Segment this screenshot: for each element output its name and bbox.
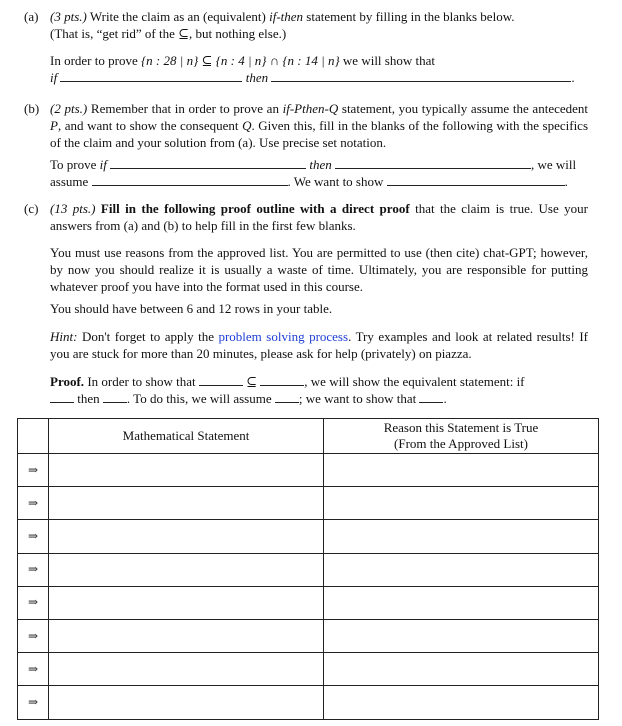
reason-cell[interactable] [324,653,599,686]
part-b-if-p-then-q: if-Pthen-Q [282,101,339,116]
proof-blank-4[interactable] [103,391,127,403]
table-row [18,520,599,553]
part-c-label: (c) [24,201,39,216]
part-b-q: Q [242,118,252,133]
part-a-then-word: then [245,70,269,85]
part-c-bold-text: Fill in the following proof outline with a direct proof [100,201,410,216]
part-a-then-blank[interactable] [271,70,571,82]
proof-blank-1[interactable] [199,374,243,386]
part-b-label: (b) [24,101,40,116]
part-c-hint [50,328,588,362]
part-c-paragraph-1: You must use reasons from the approved list. You are permitted to use (then cite) chat-GPT; however, by now you should realize it is usually a waste of time. Ultimately, you are responsible for putting whatever proof you have into the format used in this course. [50,245,588,294]
proof-blank-5[interactable] [275,391,299,403]
reason-cell[interactable] [324,454,599,487]
part-a-if-word: if [50,70,58,85]
proof-blank-3[interactable] [50,391,74,403]
hint-text-1: Don't forget to apply the [81,329,214,344]
proof-text-3: . To do this, we will assume [126,391,272,406]
statement-cell[interactable] [49,553,324,586]
part-a-label: (a) [24,9,39,24]
statement-cell[interactable] [49,520,324,553]
part-a-text-2: statement by filling in the blanks below. [306,9,515,24]
part-a-answer: In order to prove {n : 28 | n} ⊆ {n : 4 | n} ∩ {n : 14 | n} we will show that if then . [50,53,575,85]
implies-icon: ⇒ [18,454,49,487]
proof-text-2: , we will show the equivalent statement: if [304,374,525,389]
part-c-paragraph-2: You should have between 6 and 12 rows in your table. [50,301,333,316]
part-a-claim: {n : 28 | n} ⊆ {n : 4 | n} ∩ {n : 14 | n} [140,53,340,68]
proof-intro: Proof. In order to show that ⊆ , we will show the equivalent statement: if then . To do this, we will assume ; we want to show that . [50,374,525,406]
part-b-text-4: , and want to show the consequent [57,118,239,133]
part-b-text-1: Remember that in order to prove an [90,101,279,116]
problem-solving-link[interactable]: problem solving process [218,329,349,344]
proof-blank-2[interactable] [260,374,304,386]
reason-cell[interactable] [324,686,599,719]
part-a-prove-text: In order to prove [50,53,138,68]
proof-table-header [18,419,599,454]
table-row [18,653,599,686]
reason-cell[interactable] [324,619,599,652]
part-b-if-word: if [99,157,107,172]
table-row [18,686,599,719]
part-a-text-3: (That is, “get rid” of the ⊆, but nothing else.) [50,26,287,41]
proof-text-1: In order to show that [87,374,196,389]
reason-cell[interactable] [324,586,599,619]
statement-cell[interactable] [49,619,324,652]
part-a-if-then: if-then [269,9,304,24]
proof-table [17,418,599,720]
implies-icon: ⇒ [18,653,49,686]
statement-cell[interactable] [49,686,324,719]
hint-label: Hint: [50,329,78,344]
table-row [18,487,599,520]
part-b-answer: To prove if then , we will assume . We want to show . [50,157,577,189]
part-a-points: (3 pts.) [50,9,87,24]
hint-text-2: . Try examples and look at related results! If you are stuck for more than 20 minutes, please ask for help (privately) on piazza. [50,329,589,361]
table-row [18,619,599,652]
header-arrow-cell [18,419,49,454]
statement-cell[interactable] [49,586,324,619]
proof-blank-6[interactable] [419,391,443,403]
proof-then: then [77,391,100,406]
statement-cell[interactable] [49,653,324,686]
header-reason: Reason this Statement is True (From the Approved List) [324,419,599,454]
reason-cell[interactable] [324,553,599,586]
part-b-p: P [50,118,58,133]
implies-icon: ⇒ [18,619,49,652]
part-c-points: (13 pts.) [50,201,96,216]
header-statement: Mathematical Statement [49,419,324,454]
part-c-text-1: that the claim is true. Use your answers from (a) and (b) to help fill in the first few blanks. [50,201,588,233]
implies-icon: ⇒ [18,686,49,719]
proof-label: Proof. [50,374,85,389]
implies-icon: ⇒ [18,586,49,619]
part-b-to-prove: To prove [50,157,97,172]
part-b-show-blank[interactable] [387,174,565,186]
part-c-prompt [50,200,588,234]
part-b-text-2: statement, you typically assume [341,101,510,116]
reason-cell[interactable] [324,487,599,520]
part-b-assume-blank[interactable] [92,174,288,186]
table-row [18,454,599,487]
part-b-text-3: the antecedent [512,101,589,116]
part-b-if-blank[interactable] [110,157,306,169]
part-b-points: (2 pts.) [50,101,88,116]
reason-cell[interactable] [324,520,599,553]
proof-subseteq: ⊆ [246,374,258,389]
part-a-if-blank[interactable] [60,70,242,82]
implies-icon: ⇒ [18,553,49,586]
part-b-prompt [50,100,588,151]
part-b-assume: assume [50,174,89,189]
table-row [18,586,599,619]
statement-cell[interactable] [49,487,324,520]
part-b-text-5: . Given this, fill in the blanks of the following with the specifics of the claim and your solution from (a). Use precise set notation. [50,118,589,150]
table-row [18,553,599,586]
implies-icon: ⇒ [18,520,49,553]
part-b-then-word: then [309,157,332,172]
part-a-show-text: we will show that [342,53,435,68]
part-b-then-blank[interactable] [335,157,531,169]
proof-text-4: ; we want to show that [298,391,417,406]
part-a-prompt [50,8,588,42]
part-a-text-1: Write the claim as an (equivalent) [89,9,266,24]
implies-icon: ⇒ [18,487,49,520]
statement-cell[interactable] [49,454,324,487]
